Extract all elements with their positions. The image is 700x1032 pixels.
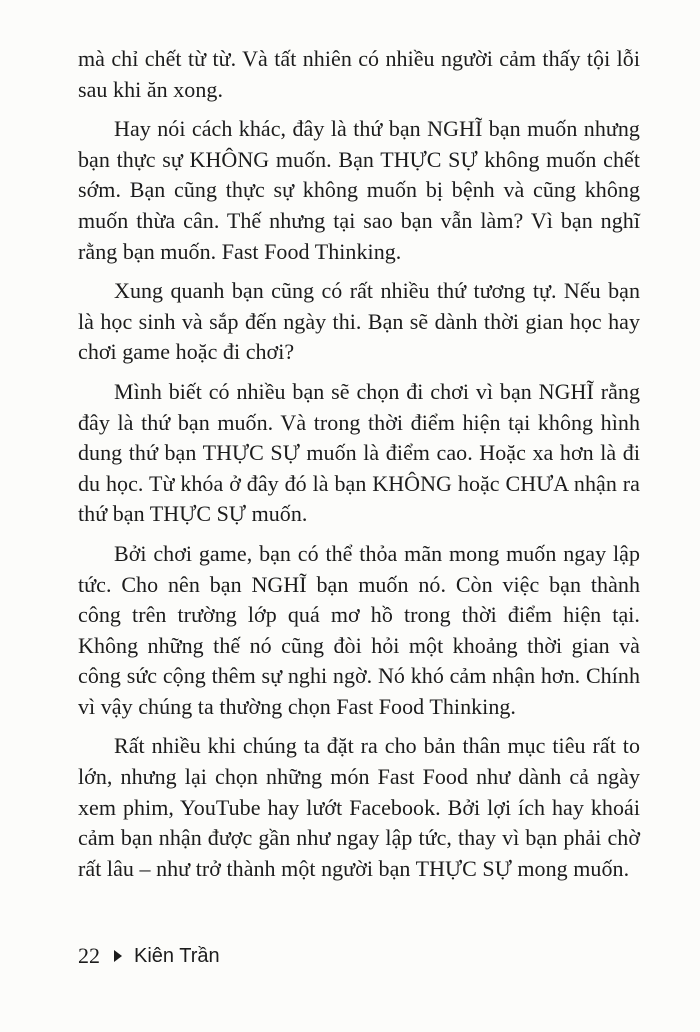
paragraph-5: Bởi chơi game, bạn có thể thỏa mãn mong muốn ngay lập tức. Cho nên bạn NGHĨ bạn muốn nó. Còn việc bạn thành công trên trường lớp quá mơ hồ trong thời điểm hiện tại. Không những thế nó cũng đòi hỏi một khoảng thời gian và công sức cộng thêm sự nghi ngờ. Nó khó cảm nhận hơn. Chính vì vậy chúng ta thường chọn Fast Food Thinking. bbox=[78, 540, 640, 719]
paragraph-2: Hay nói cách khác, đây là thứ bạn NGHĨ bạn muốn nhưng bạn thực sự KHÔNG muốn. Bạn THỰC SỰ không muốn chết sớm. Bạn cũng thực sự không muốn bị bệnh và cũng không muốn thừa cân. Thế nhưng tại sao bạn vẫn làm? Vì bạn nghĩ rằng bạn muốn. Fast Food Thinking. bbox=[78, 116, 640, 264]
paragraph-3: Xung quanh bạn cũng có rất nhiều thứ tương tự. Nếu bạn là học sinh và sắp đến ngày thi. Bạn sẽ dành thời gian học hay chơi game hoặc đi chơi? bbox=[78, 278, 640, 365]
page-number: 22 bbox=[78, 943, 100, 968]
triangle-right-icon bbox=[114, 950, 122, 962]
author-name: Kiên Trần bbox=[134, 944, 220, 967]
paragraph-4: Mình biết có nhiều bạn sẽ chọn đi chơi vì bạn NGHĨ rằng đây là thứ bạn muốn. Và trong thời điểm hiện tại không hình dung thứ bạn THỰC SỰ muốn là điểm cao. Hoặc xa hơn là đi du học. Từ khóa ở đây đó là bạn KHÔNG hoặc CHƯA nhận ra thứ bạn THỰC SỰ muốn. bbox=[78, 378, 640, 527]
paragraph-continuation: mà chỉ chết từ từ. Và tất nhiên có nhiều người cảm thấy tội lỗi sau khi ăn xong. bbox=[78, 46, 640, 102]
page-footer bbox=[78, 943, 220, 969]
paragraph-6: Rất nhiều khi chúng ta đặt ra cho bản thân mục tiêu rất to lớn, nhưng lại chọn những món Fast Food như dành cả ngày xem phim, YouTube hay lướt Facebook. Bởi lợi ích hay khoái cảm bạn nhận được gần như ngay lập tức, thay vì bạn phải chờ rất lâu – như trở thành một người bạn THỰC SỰ mong muốn. bbox=[78, 733, 640, 881]
book-page-body bbox=[78, 44, 640, 893]
